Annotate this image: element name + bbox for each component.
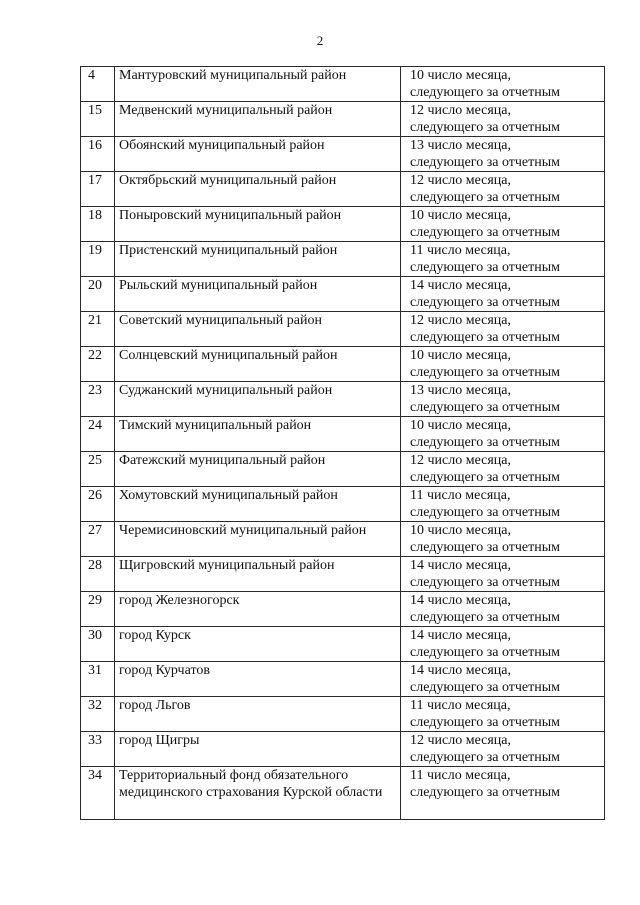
- deadline-day: 14 число месяца,: [410, 628, 512, 643]
- deadline-tail: следующего за отчетным: [410, 365, 561, 380]
- deadline-cell: [401, 592, 605, 627]
- deadline-day: 13 число месяца,: [410, 138, 512, 153]
- row-number: 26: [81, 487, 115, 522]
- deadline-day: 11 число месяца,: [410, 488, 511, 503]
- table-body: [81, 67, 605, 820]
- deadline-tail: следующего за отчетным: [410, 645, 561, 660]
- deadline-cell: [401, 382, 605, 417]
- row-number: 25: [81, 452, 115, 487]
- deadline-cell: [401, 312, 605, 347]
- table-row: [81, 557, 605, 592]
- deadline-day: 10 число месяца,: [410, 523, 512, 538]
- deadline-cell: [401, 557, 605, 592]
- deadline-day: 14 число месяца,: [410, 278, 512, 293]
- row-number: 4: [81, 67, 115, 102]
- deadline-day: 11 число месяца,: [410, 243, 511, 258]
- row-number: 24: [81, 417, 115, 452]
- row-number: 33: [81, 732, 115, 767]
- row-number: 29: [81, 592, 115, 627]
- deadline-day: 12 число месяца,: [410, 173, 512, 188]
- deadline-day: 10 число месяца,: [410, 68, 512, 83]
- deadline-tail: следующего за отчетным: [410, 505, 561, 520]
- organization-name: Поныровский муниципальный район: [115, 207, 401, 242]
- deadline-day: 12 число месяца,: [410, 733, 512, 748]
- organization-name: Октябрьский муниципальный район: [115, 172, 401, 207]
- organization-name: город Железногорск: [115, 592, 401, 627]
- row-number: 22: [81, 347, 115, 382]
- table-row: [81, 67, 605, 102]
- organization-name: Суджанский муниципальный район: [115, 382, 401, 417]
- row-number: 23: [81, 382, 115, 417]
- deadline-day: 12 число месяца,: [410, 453, 512, 468]
- deadline-day: 14 число месяца,: [410, 663, 512, 678]
- row-number: 19: [81, 242, 115, 277]
- deadline-tail: следующего за отчетным: [410, 540, 561, 555]
- deadline-day: 10 число месяца,: [410, 208, 512, 223]
- row-number: 28: [81, 557, 115, 592]
- table-row: [81, 382, 605, 417]
- table-row: [81, 172, 605, 207]
- table-row: [81, 417, 605, 452]
- organization-name: Мантуровский муниципальный район: [115, 67, 401, 102]
- deadline-cell: [401, 242, 605, 277]
- table-row: [81, 452, 605, 487]
- row-number: 34: [81, 767, 115, 820]
- deadline-cell: [401, 767, 605, 820]
- row-number: 30: [81, 627, 115, 662]
- organization-name: город Курчатов: [115, 662, 401, 697]
- deadline-tail: следующего за отчетным: [410, 785, 561, 800]
- deadline-tail: следующего за отчетным: [410, 155, 561, 170]
- deadline-tail: следующего за отчетным: [410, 120, 561, 135]
- deadline-cell: [401, 137, 605, 172]
- table-row: [81, 207, 605, 242]
- deadline-tail: следующего за отчетным: [410, 715, 561, 730]
- deadline-cell: [401, 207, 605, 242]
- deadline-tail: следующего за отчетным: [410, 85, 561, 100]
- deadline-cell: [401, 522, 605, 557]
- deadline-tail: следующего за отчетным: [410, 225, 561, 240]
- deadline-cell: [401, 67, 605, 102]
- deadline-cell: [401, 487, 605, 522]
- deadline-day: 14 число месяца,: [410, 593, 512, 608]
- organization-name: Медвенский муниципальный район: [115, 102, 401, 137]
- organization-name: Обоянский муниципальный район: [115, 137, 401, 172]
- row-number: 32: [81, 697, 115, 732]
- table-row: [81, 697, 605, 732]
- deadline-tail: следующего за отчетным: [410, 295, 561, 310]
- deadline-day: 13 число месяца,: [410, 383, 512, 398]
- deadline-day: 10 число месяца,: [410, 348, 512, 363]
- deadline-tail: следующего за отчетным: [410, 680, 561, 695]
- deadline-tail: следующего за отчетным: [410, 470, 561, 485]
- deadline-tail: следующего за отчетным: [410, 435, 561, 450]
- table-row: [81, 242, 605, 277]
- table-row: [81, 767, 605, 820]
- row-number: 27: [81, 522, 115, 557]
- deadline-cell: [401, 662, 605, 697]
- row-number: 17: [81, 172, 115, 207]
- organization-name: Пристенский муниципальный район: [115, 242, 401, 277]
- table-row: [81, 627, 605, 662]
- reporting-schedule-table: [80, 66, 605, 820]
- deadline-day: 10 число месяца,: [410, 418, 512, 433]
- table-row: [81, 347, 605, 382]
- deadline-tail: следующего за отчетным: [410, 400, 561, 415]
- deadline-cell: [401, 102, 605, 137]
- row-number: 31: [81, 662, 115, 697]
- organization-name: город Курск: [115, 627, 401, 662]
- deadline-tail: следующего за отчетным: [410, 610, 561, 625]
- deadline-cell: [401, 697, 605, 732]
- table-row: [81, 732, 605, 767]
- deadline-cell: [401, 347, 605, 382]
- table-row: [81, 592, 605, 627]
- table-row: [81, 277, 605, 312]
- deadline-cell: [401, 417, 605, 452]
- row-number: 20: [81, 277, 115, 312]
- organization-name: Рыльский муниципальный район: [115, 277, 401, 312]
- deadline-cell: [401, 172, 605, 207]
- table-row: [81, 522, 605, 557]
- organization-name: Черемисиновский муниципальный район: [115, 522, 401, 557]
- deadline-day: 11 число месяца,: [410, 768, 511, 783]
- deadline-tail: следующего за отчетным: [410, 330, 561, 345]
- table-row: [81, 102, 605, 137]
- organization-name: Тимский муниципальный район: [115, 417, 401, 452]
- table-row: [81, 487, 605, 522]
- row-number: 21: [81, 312, 115, 347]
- deadline-tail: следующего за отчетным: [410, 190, 561, 205]
- table-row: [81, 312, 605, 347]
- deadline-day: 12 число месяца,: [410, 103, 512, 118]
- deadline-day: 11 число месяца,: [410, 698, 511, 713]
- deadline-day: 14 число месяца,: [410, 558, 512, 573]
- deadline-cell: [401, 452, 605, 487]
- organization-name: Советский муниципальный район: [115, 312, 401, 347]
- row-number: 15: [81, 102, 115, 137]
- deadline-cell: [401, 627, 605, 662]
- organization-name: город Щигры: [115, 732, 401, 767]
- organization-name: Территориальный фонд обязательного медицинского страхования Курской области: [115, 767, 401, 820]
- deadline-cell: [401, 732, 605, 767]
- row-number: 18: [81, 207, 115, 242]
- deadline-tail: следующего за отчетным: [410, 750, 561, 765]
- organization-name: Хомутовский муниципальный район: [115, 487, 401, 522]
- deadline-cell: [401, 277, 605, 312]
- table-row: [81, 662, 605, 697]
- organization-name: Щигровский муниципальный район: [115, 557, 401, 592]
- organization-name: Фатежский муниципальный район: [115, 452, 401, 487]
- deadline-tail: следующего за отчетным: [410, 260, 561, 275]
- deadline-day: 12 число месяца,: [410, 313, 512, 328]
- table-row: [81, 137, 605, 172]
- organization-name: Солнцевский муниципальный район: [115, 347, 401, 382]
- organization-name: город Льгов: [115, 697, 401, 732]
- row-number: 16: [81, 137, 115, 172]
- deadline-tail: следующего за отчетным: [410, 575, 561, 590]
- page-number: 2: [316, 33, 324, 48]
